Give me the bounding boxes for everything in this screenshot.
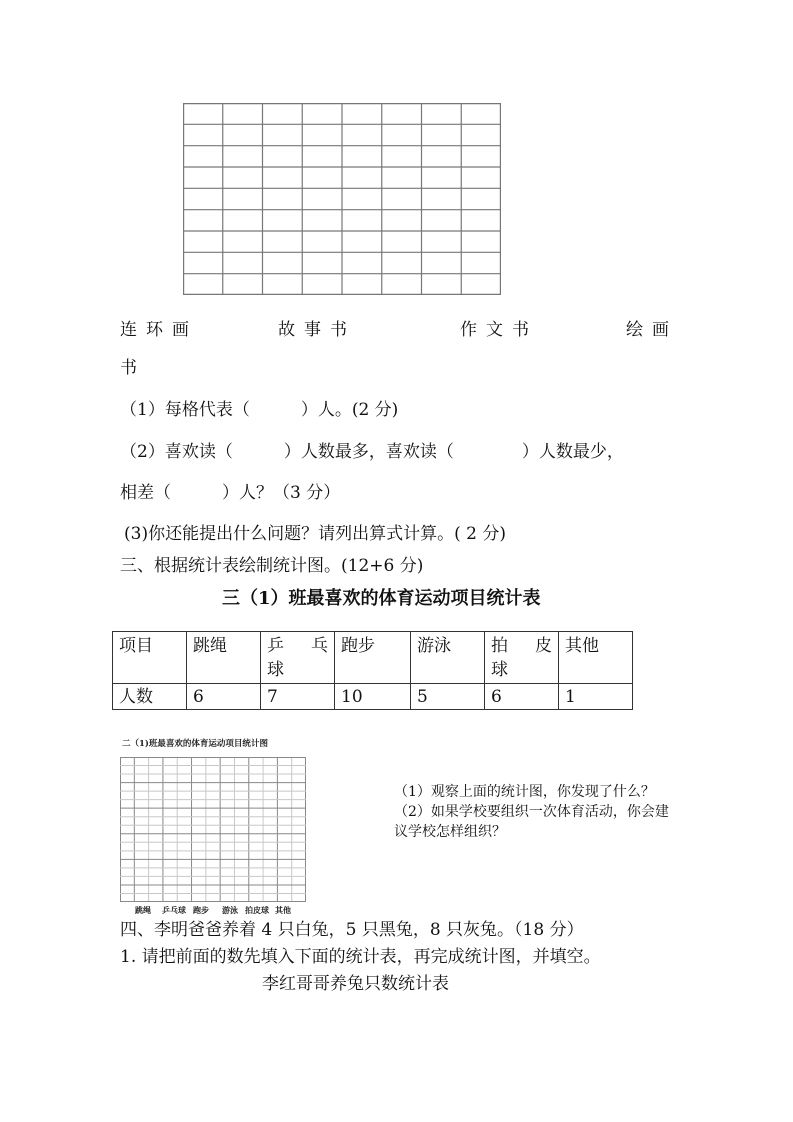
- question-2-line-1: （2）喜欢读（ ）人数最多，喜欢读（ ）人数最少，: [120, 442, 624, 462]
- table-cell-count-header: 人数: [113, 684, 187, 710]
- char: 拍: [491, 636, 508, 656]
- small-chart-label: 其他: [275, 905, 291, 915]
- small-chart-label: 游泳: [222, 905, 238, 915]
- table-cell-count: 6: [187, 684, 261, 710]
- small-chart-title: 二（1)班最喜欢的体育运动项目统计图: [122, 739, 268, 749]
- small-blank-chart-grid: [120, 757, 306, 902]
- table-cell-item: 跳绳: [187, 632, 261, 684]
- blank-bar-chart-grid: [183, 103, 501, 295]
- table-cell-item: 游泳: [411, 632, 485, 684]
- category-label-gushishu: 故事书: [278, 320, 356, 340]
- char: 球: [491, 660, 508, 680]
- table-cell-item: 其他: [559, 632, 633, 684]
- sports-table-title: 三（1）班最喜欢的体育运动项目统计表: [222, 588, 541, 609]
- small-chart-label: 跳绳: [135, 905, 151, 915]
- table-cell-count: 10: [335, 684, 411, 710]
- category-label-wrap: 书: [120, 358, 137, 378]
- category-label-lianhuanhua: 连环画: [120, 320, 198, 340]
- small-chart-label: 乒乓球: [162, 905, 186, 915]
- section-4-heading: 四、李明爸爸养着 4 只白兔，5 只黑兔，8 只灰兔。（18 分）: [120, 920, 584, 940]
- category-label-zuowenshu: 作文书: [460, 320, 538, 340]
- category-label-huihua: 绘画: [626, 320, 678, 340]
- table-cell-count: 1: [559, 684, 633, 710]
- section-3-heading: 三、根据统计表绘制统计图。(12+6 分): [120, 556, 424, 576]
- rabbit-table-title: 李红哥哥养兔只数统计表: [262, 974, 449, 994]
- char: 乓: [311, 636, 328, 656]
- char: 乒: [267, 636, 284, 656]
- table-cell-item: 跑步: [335, 632, 411, 684]
- question-1: （1）每格代表（ ）人。(2 分): [120, 400, 399, 420]
- table-header-row: [113, 632, 633, 684]
- section-4-instruction: 1. 请把前面的数先填入下面的统计表，再完成统计图，并填空。: [120, 947, 601, 967]
- char: 球: [267, 660, 284, 680]
- chart-question-1: （1）观察上面的统计图，你发现了什么？: [394, 784, 655, 800]
- small-chart-label: 拍皮球: [245, 905, 269, 915]
- table-cell-count: 7: [261, 684, 335, 710]
- question-2-line-2: 相差（ ）人？（3 分）: [120, 483, 341, 503]
- question-3: (3)你还能提出什么问题？请列出算式计算。( 2 分): [124, 524, 506, 544]
- char: 皮: [535, 636, 552, 656]
- table-value-row: [113, 684, 633, 710]
- table-cell-item: [485, 632, 559, 684]
- table-cell-row-header: 项目: [113, 632, 187, 684]
- table-cell-count: 6: [485, 684, 559, 710]
- sports-statistics-table: [112, 631, 633, 710]
- chart-question-2-line-2: 议学校怎样组织？: [394, 824, 506, 840]
- chart-question-2-line-1: （2）如果学校要组织一次体育活动，你会建: [394, 804, 669, 820]
- table-cell-count: 5: [411, 684, 485, 710]
- table-cell-item: [261, 632, 335, 684]
- small-chart-label: 跑步: [193, 905, 209, 915]
